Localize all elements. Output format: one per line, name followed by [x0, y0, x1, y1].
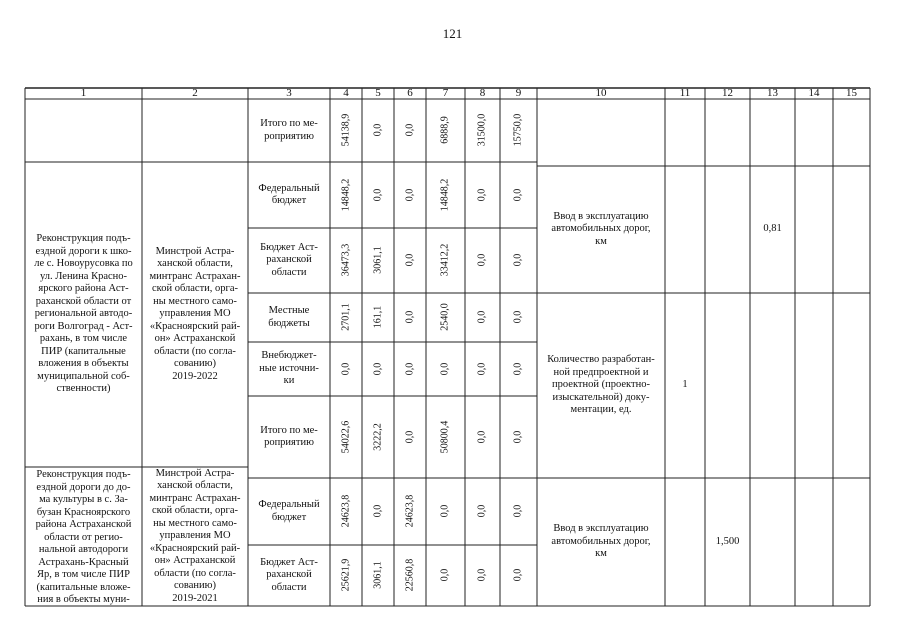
column-header-12: 12: [722, 87, 733, 100]
amount-cell: 0,0: [512, 568, 524, 582]
amount-cell: 0,0: [512, 504, 524, 518]
column-header-6: 6: [407, 87, 413, 100]
amount-cell: 0,0: [404, 430, 416, 444]
amount-cell: 0,0: [512, 310, 524, 324]
funding-source-local: Местные бюджеты: [268, 305, 310, 329]
amount-cell: 0,0: [439, 362, 451, 376]
amount-cell: 6888,9: [439, 116, 451, 144]
amount-cell: 0,0: [476, 253, 488, 267]
column-header-5: 5: [375, 87, 381, 100]
funding-source-total-b: Итого по ме- роприятию: [260, 424, 318, 448]
amount-cell: 0,0: [340, 362, 352, 376]
column-header-15: 15: [846, 87, 857, 100]
amount-cell: 161,1: [372, 305, 384, 329]
amount-cell: 15750,0: [512, 113, 524, 147]
indicator-road-commissioning-1: Ввод в эксплуатацию автомобильных дорог, км: [551, 210, 651, 247]
amount-cell: 0,0: [372, 188, 384, 202]
amount-cell: 0,0: [476, 188, 488, 202]
column-header-13: 13: [767, 87, 778, 100]
amount-cell: 22560,8: [404, 558, 416, 592]
column-header-14: 14: [808, 87, 820, 100]
amount-cell: 33412,2: [439, 243, 451, 277]
amount-cell: 54022,6: [340, 420, 352, 454]
indicator-road-commissioning-2: Ввод в эксплуатацию автомобильных дорог, км: [551, 523, 651, 560]
indicator-road-commissioning-2-col12: 1,500: [715, 535, 740, 547]
amount-cell: 54138,9: [340, 113, 352, 147]
funding-source-extrabudgetary: Внебюджет- ные источни- ки: [259, 350, 319, 387]
amount-cell: 0,0: [476, 430, 488, 444]
amount-cell: 0,0: [512, 430, 524, 444]
amount-cell: 14848,2: [439, 178, 451, 212]
funding-source-regional-2: Бюджет Аст- раханской области: [260, 556, 318, 593]
amount-cell: 0,0: [372, 504, 384, 518]
amount-cell: 36473,3: [340, 243, 352, 277]
amount-cell: 0,0: [476, 568, 488, 582]
column-header-11: 11: [679, 87, 691, 100]
amount-cell: 3061,1: [372, 246, 384, 274]
amount-cell: 0,0: [439, 568, 451, 582]
column-header-8: 8: [479, 87, 486, 100]
amount-cell: 0,0: [476, 310, 488, 324]
amount-cell: 31500,0: [476, 113, 488, 147]
amount-cell: 0,0: [372, 123, 384, 137]
amount-cell: 24623,8: [404, 494, 416, 528]
amount-cell: 0,0: [404, 253, 416, 267]
amount-cell: 24623,8: [340, 494, 352, 528]
amount-cell: 3061,1: [372, 561, 384, 589]
amount-cell: 0,0: [404, 362, 416, 376]
amount-cell: 0,0: [404, 123, 416, 137]
measure-name-2: Реконструкция подъ- ездной дороги до до- ма культуры в с. За- бузан Красноярского района Астраханской области от регио- нальной автодороги Астрахань-Красный Яр, в том числе ПИР (капитальные вложе- ния в объекты муни-: [35, 469, 132, 605]
measure-name-1: Реконструкция подъ- ездной дороги к шко- ле с. Новоурусовка по ул. Ленина Красно- ярского района Аст- раханской области от региональной автодо- роги Волгоград - Аст- рахань, в том числе ПИР (капитальные вложения в объекты муниципальной соб- ственности): [34, 233, 133, 395]
amount-cell: 0,0: [404, 188, 416, 202]
indicator-design-documentation-col11: 1: [682, 379, 688, 391]
indicator-road-commissioning-1-col13: 0,81: [763, 223, 782, 235]
amount-cell: 0,0: [476, 504, 488, 518]
column-header-3: 3: [286, 87, 292, 100]
funding-source-federal-2: Федеральный бюджет: [258, 499, 320, 523]
funding-source-federal: Федеральный бюджет: [258, 182, 320, 206]
amount-cell: 2540,0: [439, 303, 451, 331]
amount-cell: 2701,1: [340, 303, 352, 331]
amount-cell: 3222,2: [372, 423, 384, 451]
amount-cell: 0,0: [404, 310, 416, 324]
amount-cell: 0,0: [439, 504, 451, 518]
page-number: 121: [442, 26, 463, 41]
amount-cell: 0,0: [512, 362, 524, 376]
amount-cell: 14848,2: [340, 178, 352, 212]
column-header-4: 4: [343, 87, 349, 100]
column-header-1: 1: [80, 87, 87, 100]
column-header-9: 9: [515, 87, 522, 100]
amount-cell: 0,0: [512, 188, 524, 202]
funding-source-regional: Бюджет Аст- раханской области: [260, 241, 318, 278]
measure-executor-2: Минстрой Астра- ханской области, минтранс Астрахан- ской области, орга- ны местного само- управления МО «Красноярский рай- он» Астраханской области (по согла- сованию) 2019-2021: [149, 467, 241, 604]
amount-cell: 25621,9: [340, 558, 352, 592]
amount-cell: 0,0: [476, 362, 488, 376]
funding-source-total-a: Итого по ме- роприятию: [260, 118, 318, 142]
amount-cell: 0,0: [372, 362, 384, 376]
indicator-design-documentation: Количество разработан- ной предпроектной и проектной (проектно- изыскательной) доку- ментации, ед.: [547, 354, 655, 416]
amount-cell: 0,0: [512, 253, 524, 267]
measure-executor-1: Минстрой Астра- ханской области, минтранс Астрахан- ской области, орга- ны местного само- управления МО «Красноярский рай- он» Астраханской области (по согла- сованию) 2019-2022: [149, 245, 241, 382]
column-header-2: 2: [192, 87, 198, 100]
column-header-7: 7: [442, 87, 449, 100]
column-header-10: 10: [595, 87, 607, 100]
amount-cell: 50800,4: [439, 420, 451, 454]
